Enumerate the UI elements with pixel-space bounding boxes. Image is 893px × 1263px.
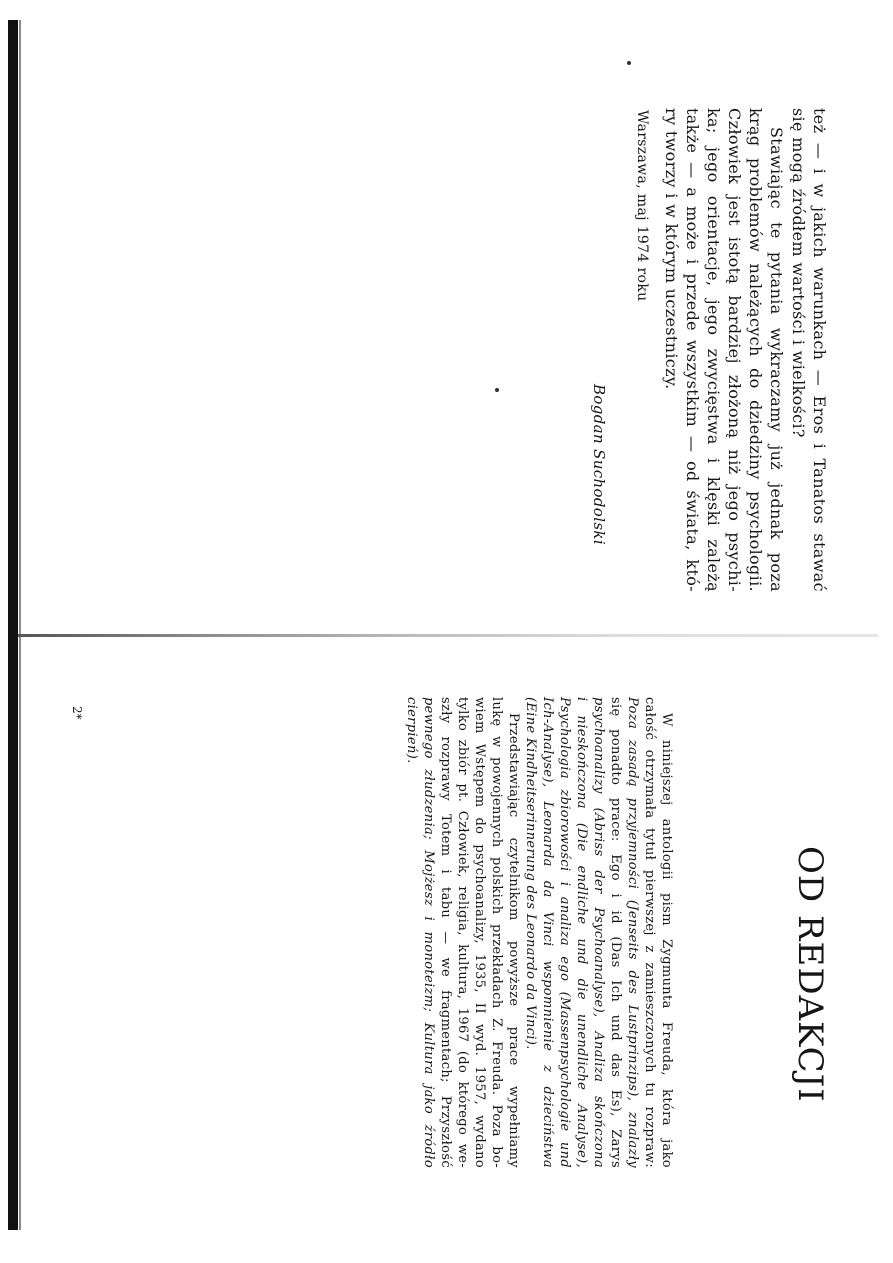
book-spine-shadow — [8, 20, 18, 1230]
text-line: i nieskończona (Die endliche und die unendliche Analyse), — [574, 697, 589, 1168]
text-line: Przedstawiając czytelnikom powyższe prace wypełniamy — [506, 713, 521, 1168]
text-line: Ich-Analyse), Leonarda da Vinci wspomnienie z dzieciństwa — [540, 697, 555, 1168]
text-line: Stawiając te pytania wykraczamy już jednak poza — [767, 127, 786, 592]
text-line: ry tworzy i w którym uczestniczy. — [662, 108, 681, 390]
author-signature: Bogdan Suchodolski — [590, 384, 608, 545]
text-line: szły rozprawy Totem i tabu — we fragmentach; Przyszłość — [438, 697, 453, 1168]
text-line: całość otrzymała tytuł pierwszej z zamieszczonych tu rozpraw: — [642, 697, 657, 1168]
ink-speck — [627, 61, 631, 65]
text-line: Człowiek jest istotą bardziej złożoną niż jego psychi- — [725, 108, 744, 592]
text-line: psychoanalizy (Abriss der Psychoanalyse), Analiza skończona — [591, 697, 606, 1168]
ink-speck — [495, 388, 499, 392]
book-spine-edge — [19, 20, 21, 1230]
text-line: się mogą źródłem wartości i wielkości? — [789, 108, 808, 438]
page-number: 2* — [70, 706, 84, 720]
text-line: (Eine Kindheitserinnerung des Leonardo da Vinci). — [523, 697, 538, 1050]
text-line: Psychologia zbiorowości i analiza ego (Massenpsychologie und — [557, 697, 572, 1168]
text-line: ka; jego orientacje, jego zwycięstwa i klęski zależą — [704, 108, 723, 592]
text-line: krąg problemów należących do dziedziny psychologii. — [746, 108, 765, 592]
place-date: Warszawa, maj 1974 roku — [634, 110, 650, 302]
page-title: OD REDAKCJI — [790, 846, 830, 1103]
text-line: tylko zbiór pt. Człowiek, religia, kultura, 1967 (do którego we- — [455, 697, 470, 1168]
text-line: W niniejszej antologii pism Zygmunta Freuda, która jako — [659, 713, 674, 1168]
text-line: Poza zasadą przyjemności (Jenseits des Lustprinzips), znalazły — [625, 697, 640, 1168]
text-line: także — a może i przede wszystkim — od świata, któ- — [683, 108, 702, 592]
text-line: lukę w powojennych polskich przekładach Z. Freuda. Poza bo- — [489, 697, 504, 1168]
text-line: też — i w jakich warunkach — Eros i Tanatos stawać — [810, 108, 829, 592]
text-line: się ponadto prace: Ego i id (Das Ich und das Es), Zarys — [608, 697, 623, 1168]
page-fold-line — [18, 634, 878, 637]
text-line: wiem Wstępem do psychoanalizy, 1935, II wyd. 1957, wydano — [472, 697, 487, 1168]
text-line: cierpień). — [404, 697, 419, 764]
text-line: pewnego złudzenia; Mojżesz i monoteizm; Kultura jako źródło — [421, 697, 436, 1168]
